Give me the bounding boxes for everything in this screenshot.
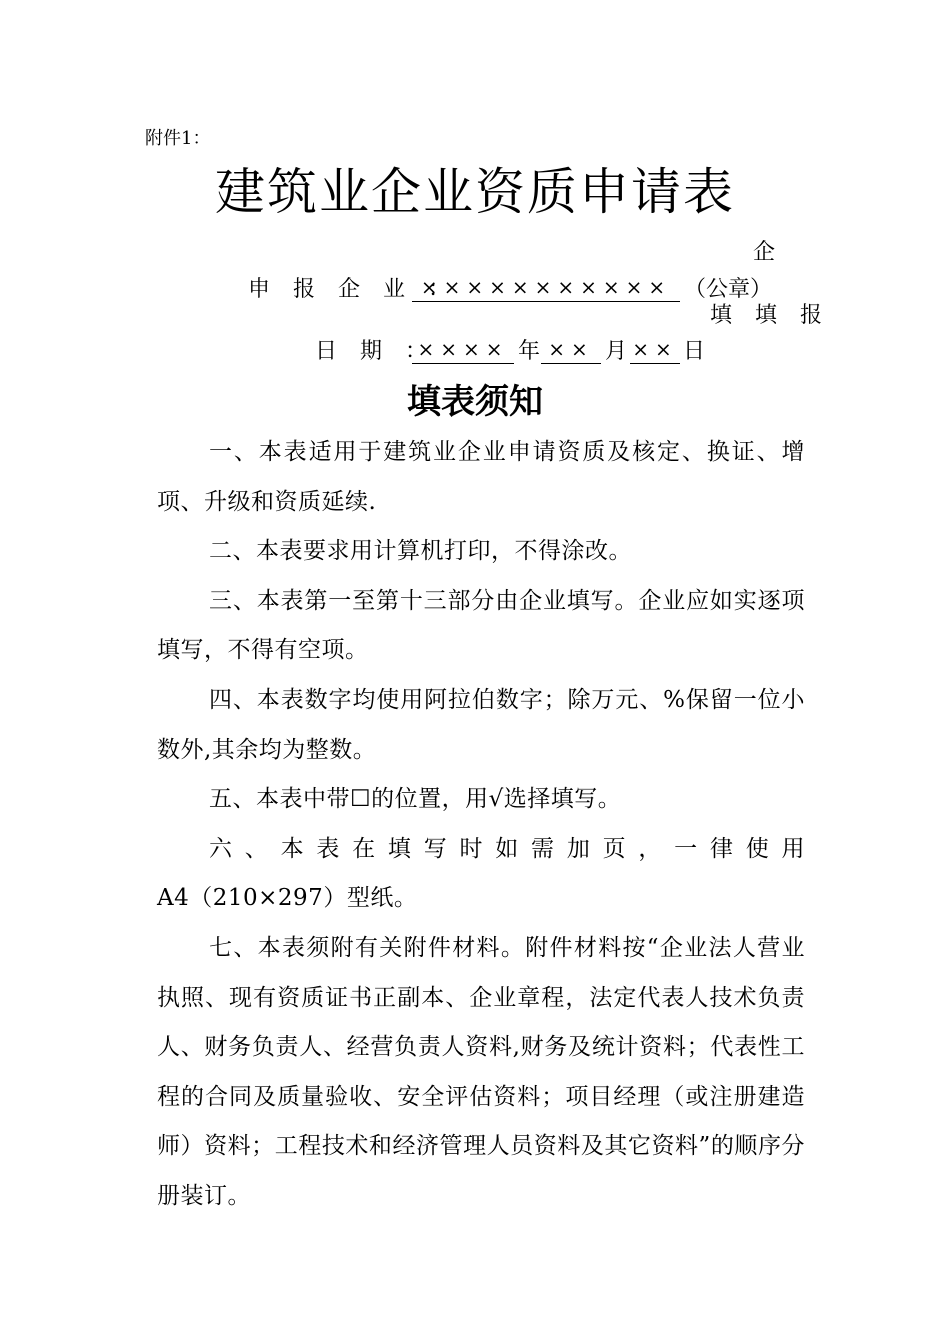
instruction-item: 五、本表中带☐的位置，用√选择填写。 <box>209 786 622 813</box>
day-unit: 日 <box>683 339 706 364</box>
date-label: 日 期 ： <box>315 339 435 364</box>
date-month-field[interactable]: ×× <box>541 336 601 364</box>
date-day-field[interactable]: ×× <box>630 336 680 364</box>
instruction-item-continuation: A4（210×297）型纸。 <box>157 885 418 912</box>
instruction-item: 六、本表在填写时如需加页，一律使用 <box>209 835 805 862</box>
company-field[interactable]: ××××××××××× <box>412 274 680 302</box>
instruction-item: 二、本表要求用计算机打印，不得涂改。 <box>209 538 632 565</box>
fill-report-label: 填 填 报 <box>710 303 830 328</box>
company-label: 申 报 企 业 ： <box>248 277 458 302</box>
instructions-title: 填表须知 <box>407 382 543 422</box>
instruction-item: 七、本表须附有关附件材料。附件材料按“企业法人营业执照、现有资质证书正副本、企业章程，法定代表人技术负责人、财务负责人、经营负责人资料,财务及统计资料；代表性工程的合同及质量验收、安全评估资料；项目经理（或注册建造师）资料；工程技术和经济管理人员资料及其它资料”的顺序分册装订。 <box>157 934 805 1209</box>
instructions-list <box>157 428 805 1222</box>
attachment-label: 附件1： <box>145 128 211 149</box>
year-unit: 年 <box>518 339 541 364</box>
month-unit: 月 <box>605 339 628 364</box>
page-title: 建筑业企业资质申请表 <box>215 163 735 221</box>
corner-character: 企 <box>753 240 776 265</box>
seal-label: （公章） <box>684 277 773 302</box>
instruction-item: 一、本表适用于建筑业企业申请资质及核定、换证、增项、升级和资质延续. <box>157 439 805 515</box>
instruction-item: 四、本表数字均使用阿拉伯数字；除万元、%保留一位小数外,其余均为整数。 <box>157 686 805 763</box>
instruction-item: 三、本表第一至第十三部分由企业填写。企业应如实逐项填写，不得有空项。 <box>157 587 805 664</box>
date-year-field[interactable]: ×××× <box>412 336 514 364</box>
